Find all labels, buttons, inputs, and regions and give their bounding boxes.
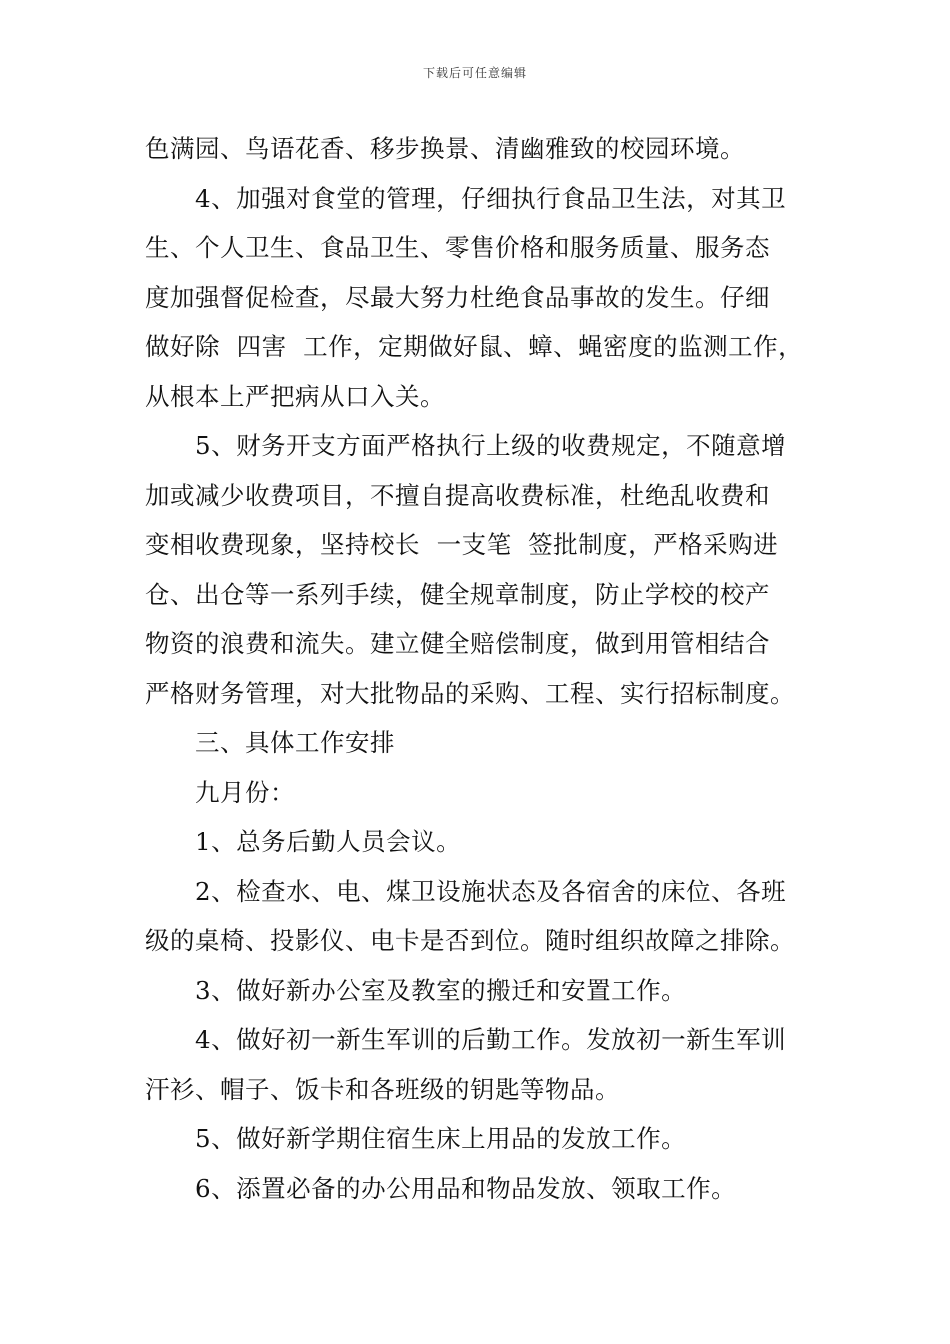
- list-item: 6、添置必备的办公用品和物品发放、领取工作。: [195, 1173, 737, 1203]
- document-body: [145, 124, 810, 1213]
- paragraph-line: 级的桌椅、投影仪、电卡是否到位。随时组织故障之排除。: [145, 926, 795, 955]
- paragraph-line: 色满园、鸟语花香、移步换景、清幽雅致的校园环境。: [145, 134, 745, 163]
- paragraph-line: 加或减少收费项目，不擅自提高收费标准，杜绝乱收费和: [145, 480, 770, 510]
- paragraph-line: 4、加强对食堂的管理，仔细执行食品卫生法，对其卫: [195, 183, 787, 213]
- paragraph-line: 汗衫、帽子、饭卡和各班级的钥匙等物品。: [145, 1074, 620, 1104]
- paragraph-line: 生、个人卫生、食品卫生、零售价格和服务质量、服务态: [145, 233, 770, 262]
- paragraph-line: 度加强督促检查，尽最大努力杜绝食品事故的发生。仔细: [145, 282, 770, 312]
- section-heading: 三、具体工作安排: [195, 728, 395, 757]
- list-item: 3、做好新办公室及教室的搬迁和安置工作。: [195, 975, 687, 1005]
- list-item: 1、总务后勤人员会议。: [195, 827, 462, 856]
- page-header: 下载后可任意编辑: [422, 66, 527, 80]
- list-item: 2、检查水、电、煤卫设施状态及各宿舍的床位、各班: [195, 876, 787, 906]
- list-item: 5、做好新学期住宿生床上用品的发放工作。: [195, 1124, 687, 1153]
- paragraph-line: 从根本上严把病从口入关。: [145, 381, 445, 411]
- month-heading: 九月份：: [195, 777, 295, 807]
- list-item: 4、做好初一新生军训的后勤工作。发放初一新生军训: [195, 1025, 787, 1054]
- paragraph-line: 仓、出仓等一系列手续，健全规章制度，防止学校的校产: [145, 579, 770, 609]
- paragraph-line: 变相收费现象，坚持校长 一支笔 签批制度，严格采购进: [145, 530, 779, 559]
- paragraph-line: 5、财务开支方面严格执行上级的收费规定，不随意增: [195, 431, 787, 460]
- paragraph-line: 物资的浪费和流失。建立健全赔偿制度，做到用管相结合: [145, 629, 770, 658]
- paragraph-line: 严格财务管理，对大批物品的采购、工程、实行招标制度。: [145, 678, 795, 708]
- paragraph-line: 做好除 四害 工作，定期做好鼠、蟑、蝇密度的监测工作，: [145, 332, 804, 361]
